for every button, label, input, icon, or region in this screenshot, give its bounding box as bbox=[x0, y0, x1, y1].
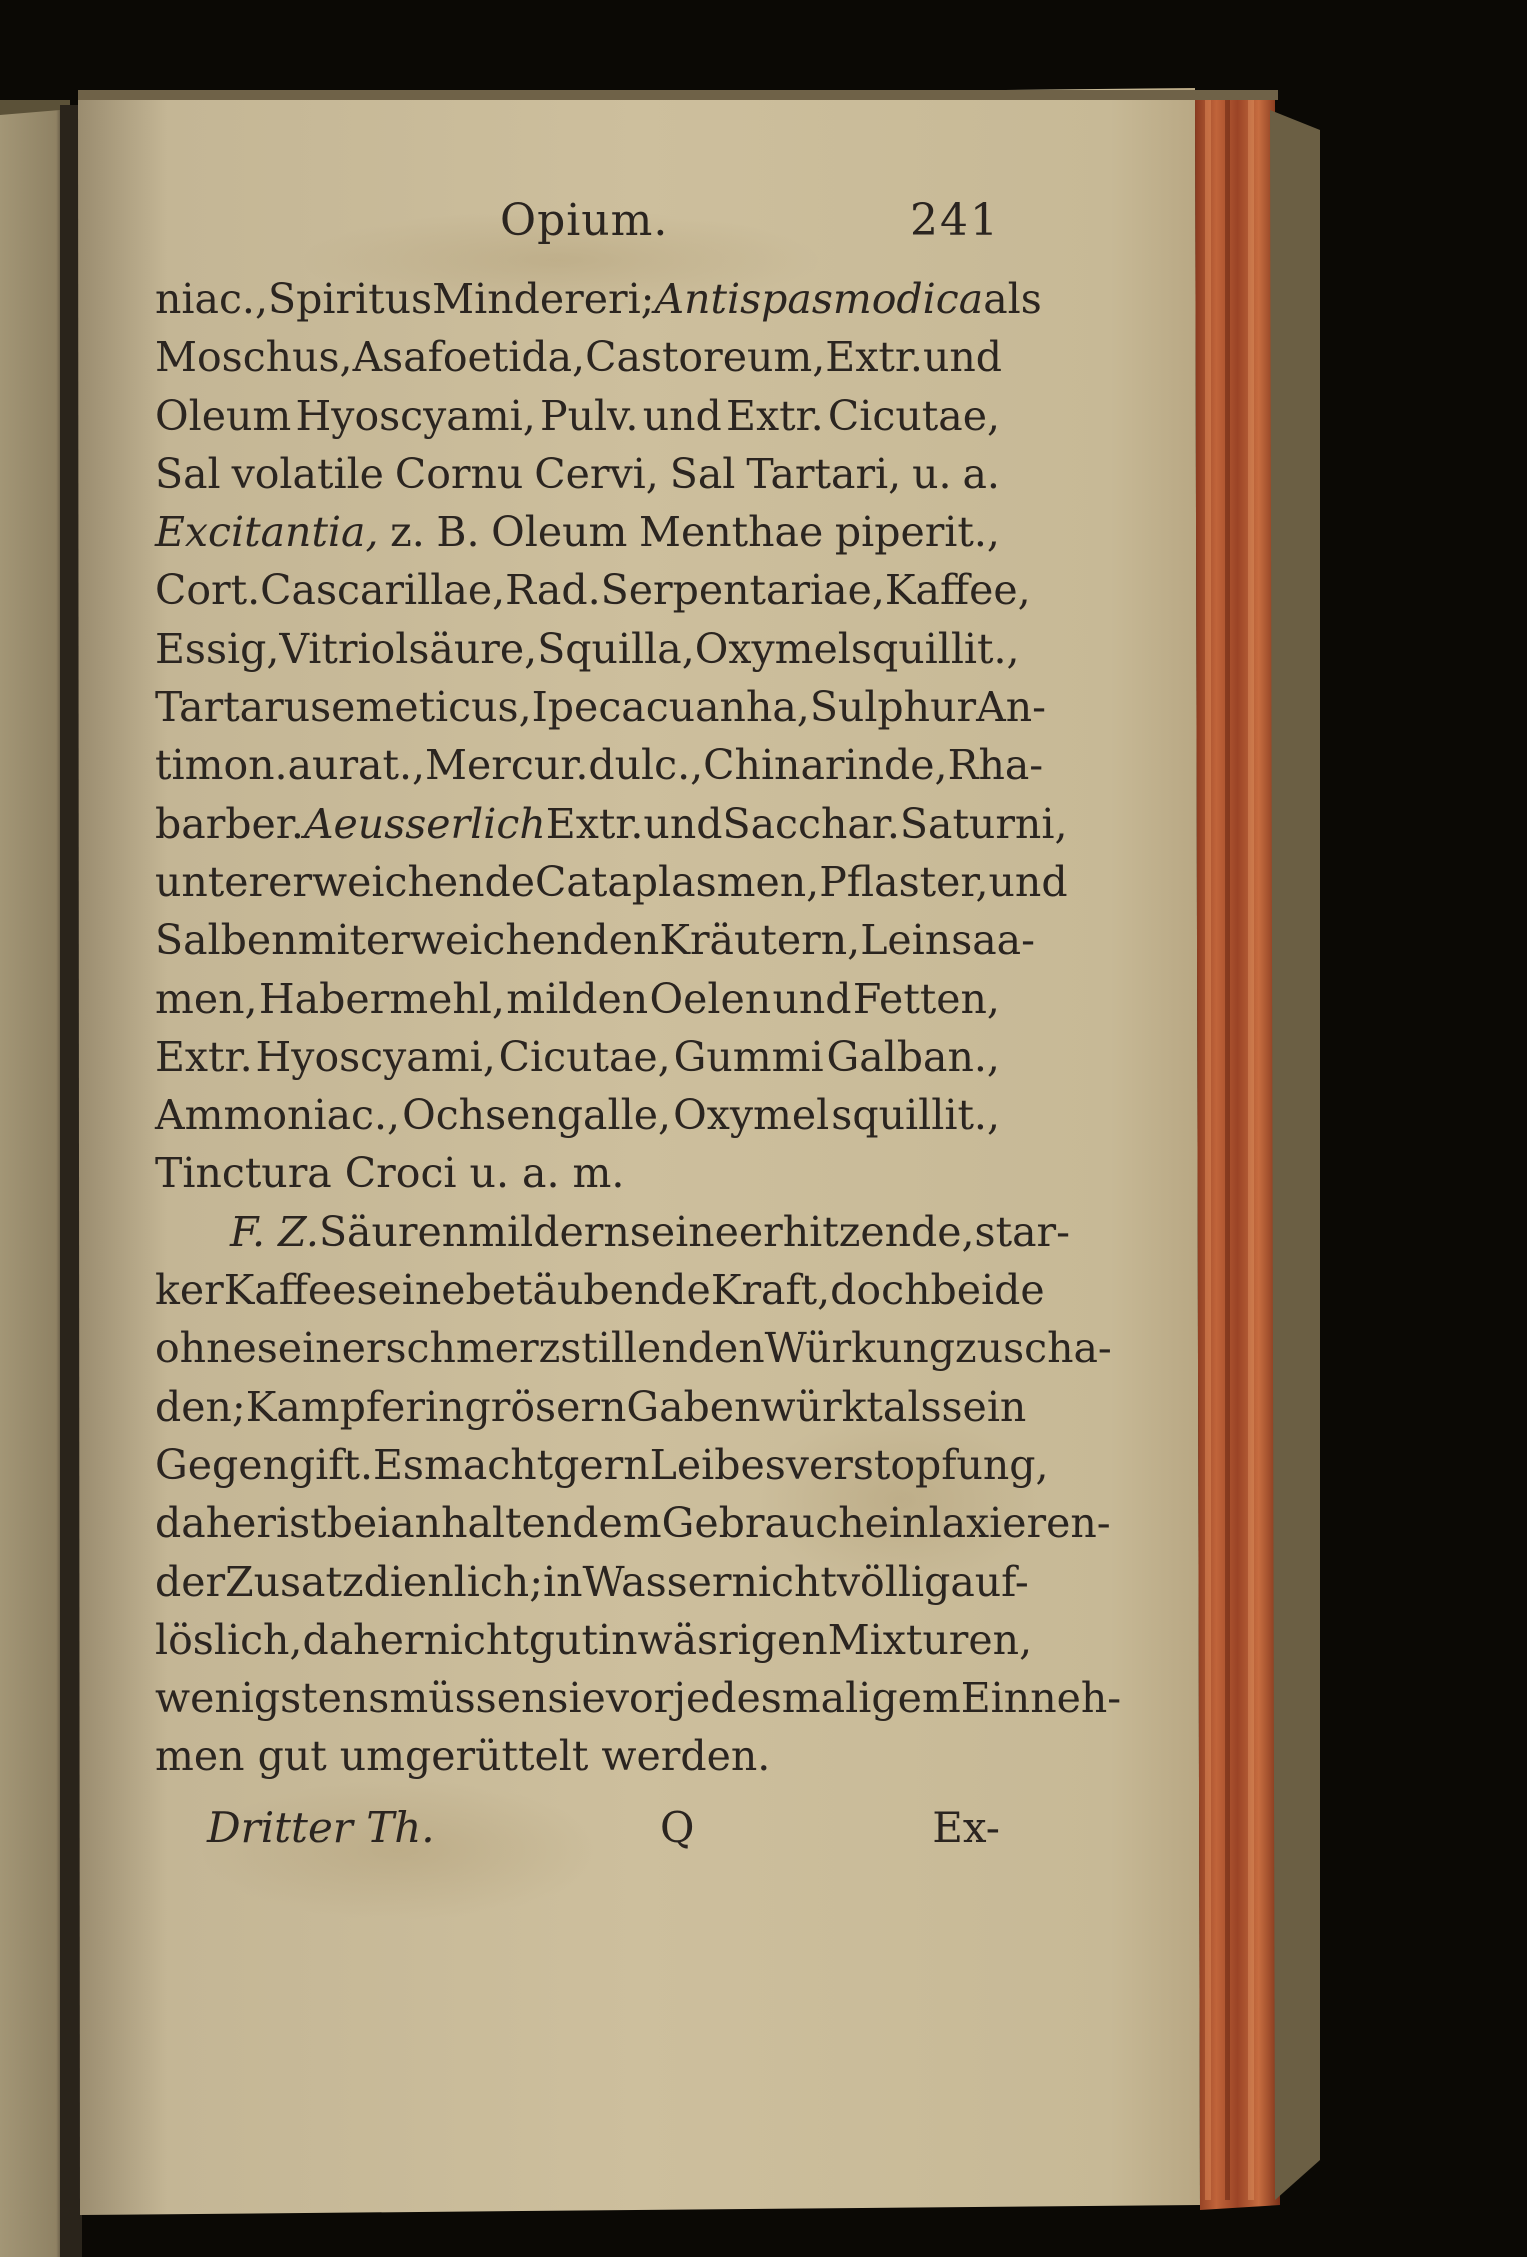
word: z. bbox=[390, 508, 425, 557]
word: Salben bbox=[155, 916, 298, 965]
text-line bbox=[155, 683, 1046, 741]
word: Würkung bbox=[764, 1324, 956, 1373]
word: erweichende bbox=[268, 857, 536, 906]
word: Rha- bbox=[947, 741, 1044, 790]
word: Galban., bbox=[826, 1032, 1000, 1081]
text-line bbox=[155, 624, 1020, 683]
word: Gummi bbox=[673, 1032, 824, 1081]
word: Leinsaa- bbox=[860, 916, 1035, 965]
word: volatile bbox=[231, 449, 384, 498]
word: Pulv. bbox=[540, 391, 639, 440]
word: Menthae bbox=[639, 508, 824, 557]
word: Rad. bbox=[505, 566, 601, 615]
word: Gaben bbox=[626, 1382, 761, 1431]
word: würkt bbox=[760, 1382, 883, 1431]
word: mildern bbox=[468, 1207, 630, 1256]
word: men, bbox=[155, 974, 258, 1023]
word: grösern bbox=[464, 1382, 627, 1431]
word: Castoreum, bbox=[585, 333, 826, 382]
word: Mixturen, bbox=[827, 1615, 1033, 1664]
text-line bbox=[155, 1440, 1049, 1499]
word: emeticus, bbox=[331, 683, 532, 732]
word: in bbox=[424, 1382, 465, 1431]
text-line bbox=[155, 450, 1000, 508]
word: Extr. bbox=[726, 391, 824, 440]
page-body bbox=[155, 275, 1122, 1791]
word: Antispasmodica bbox=[654, 275, 984, 323]
word: völlig bbox=[836, 1557, 951, 1606]
word: barber. bbox=[155, 799, 304, 848]
word: seine bbox=[629, 1207, 739, 1256]
word: Sal bbox=[669, 449, 736, 498]
word: der bbox=[155, 1557, 226, 1606]
word: bei bbox=[326, 1499, 391, 1548]
word: in bbox=[597, 1615, 638, 1664]
word: Cicutae, bbox=[498, 1032, 671, 1081]
word: wäsrigen bbox=[637, 1615, 828, 1664]
word: Extr. bbox=[825, 333, 923, 382]
word: Ochsengalle, bbox=[402, 1091, 672, 1140]
word: dienlich; bbox=[363, 1557, 544, 1606]
word: und bbox=[988, 857, 1068, 906]
word: seine bbox=[356, 1266, 466, 1315]
word: squillit., bbox=[850, 624, 1020, 673]
word: gern bbox=[553, 1440, 650, 1489]
word: timon. bbox=[155, 741, 288, 790]
word: dulc., bbox=[588, 741, 704, 790]
word: Sulphur bbox=[809, 683, 977, 732]
word: und bbox=[772, 974, 852, 1023]
text-line bbox=[155, 857, 1068, 916]
word: ist bbox=[275, 1499, 327, 1548]
text-line bbox=[155, 799, 1068, 858]
word: Oelen bbox=[649, 974, 772, 1023]
word: Chinarinde, bbox=[703, 741, 948, 790]
word: löslich, bbox=[155, 1615, 303, 1664]
word: Extr. bbox=[155, 1032, 253, 1081]
word: milden bbox=[506, 974, 649, 1023]
word: Kraft, bbox=[710, 1266, 831, 1315]
word: aurat., bbox=[287, 741, 426, 790]
text-line bbox=[155, 1033, 1000, 1091]
word: gut bbox=[528, 1615, 598, 1664]
word: a. bbox=[962, 449, 1000, 498]
word: Mercur. bbox=[425, 741, 589, 790]
word: Kaffee, bbox=[884, 566, 1031, 615]
word: Ipecacuanha, bbox=[531, 683, 810, 732]
book-page bbox=[155, 195, 1122, 1863]
word: zu bbox=[955, 1324, 1004, 1373]
word: anhaltendem bbox=[390, 1499, 662, 1548]
word: Cicutae, bbox=[827, 391, 1000, 440]
text-line bbox=[155, 1732, 1000, 1790]
page-footer bbox=[155, 1803, 1000, 1863]
word: seiner bbox=[256, 1324, 386, 1373]
word: in bbox=[543, 1557, 583, 1606]
text-line bbox=[155, 1266, 1045, 1324]
word: und bbox=[922, 333, 1003, 382]
text-line bbox=[155, 275, 1042, 333]
word: mit bbox=[297, 916, 367, 965]
word: unter bbox=[155, 857, 269, 906]
text-line bbox=[155, 1149, 1000, 1207]
text-line bbox=[155, 1499, 1111, 1557]
word: Cornu bbox=[394, 449, 524, 498]
word: erhitzende, bbox=[738, 1207, 975, 1256]
word: Leibesverstopfung, bbox=[649, 1440, 1049, 1489]
word: piperit., bbox=[834, 508, 1000, 557]
word: niac., bbox=[155, 275, 268, 323]
word: Cervi, bbox=[534, 449, 659, 498]
word: Habermehl, bbox=[258, 974, 505, 1023]
word: Hyoscyami, bbox=[295, 391, 536, 440]
word: Sal bbox=[155, 449, 221, 498]
word: Asa bbox=[352, 333, 428, 382]
text-line bbox=[155, 1207, 1070, 1266]
word: Säuren bbox=[318, 1207, 469, 1256]
word: beide bbox=[930, 1266, 1045, 1315]
word: vor bbox=[605, 1674, 674, 1723]
text-line bbox=[155, 1324, 1112, 1382]
word: Excitantia, bbox=[155, 508, 379, 557]
word: und bbox=[642, 391, 722, 440]
word: und bbox=[643, 799, 723, 848]
word: Cataplasmen, bbox=[535, 857, 820, 906]
word: Tartari, bbox=[746, 449, 902, 498]
word: nicht bbox=[423, 1615, 529, 1664]
word: F. Z. bbox=[230, 1207, 319, 1256]
word: jedesmaligem bbox=[673, 1674, 961, 1723]
word: schmerzstillenden bbox=[385, 1324, 765, 1373]
word: Sacchar. bbox=[722, 799, 900, 848]
word: nicht bbox=[731, 1557, 837, 1606]
word: als bbox=[983, 275, 1042, 323]
word: Oleum bbox=[155, 391, 292, 440]
text-line bbox=[155, 333, 1003, 391]
quire-mark: Q bbox=[660, 1802, 695, 1852]
word: foetida, bbox=[427, 333, 586, 382]
word: star- bbox=[974, 1207, 1070, 1256]
word: betäubende bbox=[465, 1266, 711, 1315]
word: ker bbox=[155, 1266, 224, 1315]
text-line bbox=[155, 916, 1035, 974]
word: Wasser bbox=[582, 1557, 732, 1606]
word: u. bbox=[912, 449, 952, 498]
word: Es bbox=[372, 1440, 424, 1489]
word: Oxymel bbox=[694, 624, 851, 673]
text-line bbox=[155, 1091, 1000, 1149]
text-line bbox=[155, 508, 1000, 566]
text-line bbox=[155, 1382, 1027, 1441]
word: Spiritus bbox=[268, 275, 433, 323]
word: Kaffee bbox=[223, 1266, 357, 1315]
word: Saturni, bbox=[899, 799, 1068, 848]
word: Vitriolsäure, bbox=[279, 624, 538, 673]
word: den; bbox=[155, 1382, 246, 1431]
word: daher bbox=[302, 1615, 424, 1664]
word: Mindereri; bbox=[432, 275, 655, 323]
word: Fetten, bbox=[852, 974, 1000, 1023]
word: Squilla, bbox=[537, 624, 695, 673]
word: Zusatz bbox=[225, 1557, 364, 1606]
word: squillit., bbox=[831, 1091, 1000, 1140]
word: men gut umgerüttelt werden. bbox=[155, 1732, 771, 1781]
word: Cort. bbox=[155, 566, 261, 615]
word: als bbox=[882, 1382, 942, 1431]
word: müssen bbox=[389, 1674, 548, 1723]
word: Cascarillae, bbox=[260, 566, 506, 615]
text-line bbox=[155, 741, 1044, 799]
word: Moschus, bbox=[155, 333, 353, 382]
signature-mark: Dritter Th. bbox=[207, 1802, 435, 1852]
word: Tinctura Croci u. a. m. bbox=[155, 1149, 625, 1198]
catchword: Ex- bbox=[932, 1802, 1000, 1852]
text-line bbox=[155, 975, 1000, 1033]
word: erweichenden bbox=[366, 916, 660, 965]
text-line bbox=[155, 1615, 1033, 1674]
word: ein bbox=[864, 1499, 929, 1548]
word: macht bbox=[423, 1440, 554, 1489]
running-head bbox=[155, 195, 1000, 275]
word: sie bbox=[547, 1674, 606, 1723]
word: Essig, bbox=[155, 624, 280, 673]
text-line bbox=[155, 1557, 1029, 1616]
word: Oleum bbox=[491, 508, 628, 557]
word: daher bbox=[155, 1499, 276, 1548]
text-line bbox=[155, 1674, 1122, 1732]
word: doch bbox=[830, 1266, 931, 1315]
word: An- bbox=[976, 683, 1046, 732]
word: auf- bbox=[950, 1557, 1029, 1606]
word: Kampfer bbox=[245, 1382, 425, 1431]
word: ohne bbox=[155, 1324, 257, 1373]
word: Aeusserlich bbox=[303, 799, 546, 848]
word: Pflaster, bbox=[819, 857, 989, 906]
word: wenigstens bbox=[155, 1674, 390, 1723]
word: sein bbox=[941, 1382, 1027, 1431]
text-line bbox=[155, 392, 1000, 450]
word: B. bbox=[436, 508, 480, 557]
word: Tartarus bbox=[155, 683, 332, 732]
word: Ammoniac., bbox=[155, 1091, 401, 1140]
word: Gegengift. bbox=[155, 1440, 373, 1489]
word: Oxymel bbox=[673, 1091, 830, 1140]
running-title: Opium. bbox=[500, 195, 669, 246]
word: scha- bbox=[1003, 1324, 1112, 1373]
word: Gebrauch bbox=[661, 1499, 865, 1548]
word: laxieren- bbox=[928, 1499, 1111, 1548]
word: Kräutern, bbox=[659, 916, 861, 965]
word: Einneh- bbox=[960, 1674, 1122, 1723]
word: Hyoscyami, bbox=[255, 1032, 496, 1081]
page-number: 241 bbox=[910, 195, 1000, 246]
word: Serpentariae, bbox=[600, 566, 885, 615]
word: Extr. bbox=[545, 799, 644, 848]
text-line bbox=[155, 566, 1031, 624]
